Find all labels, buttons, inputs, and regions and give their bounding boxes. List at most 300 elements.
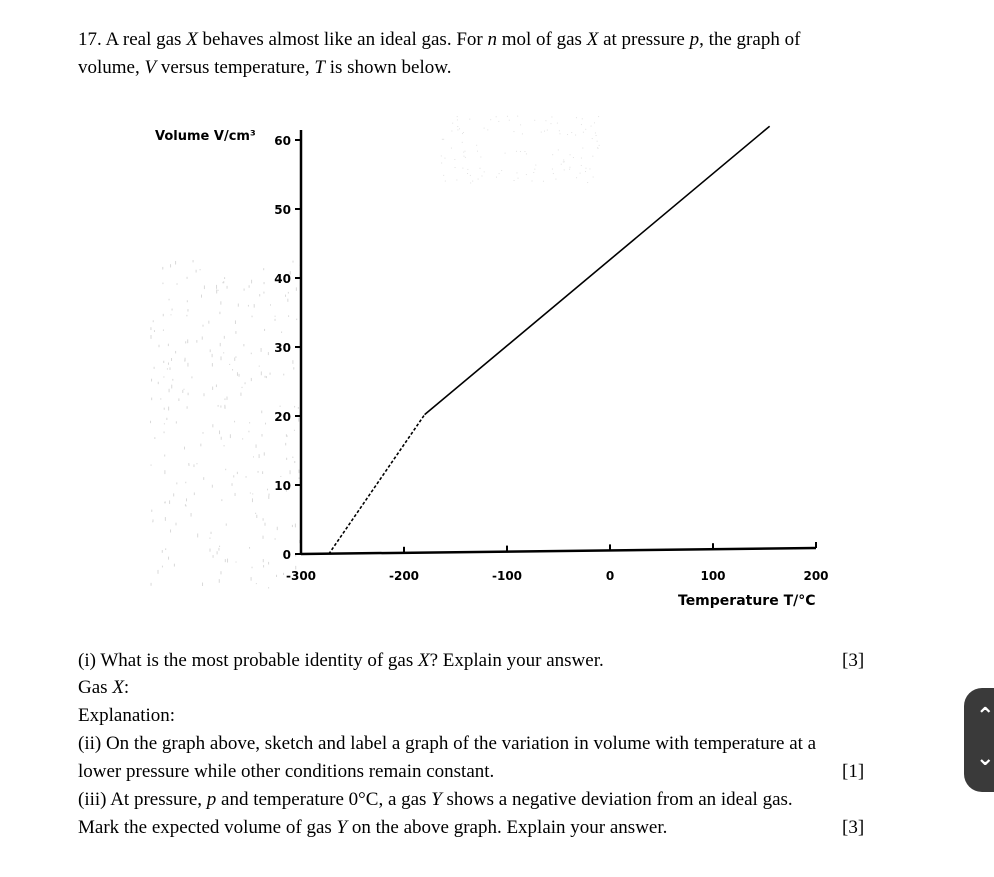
scan-speck (159, 345, 160, 347)
scan-speck (187, 309, 188, 311)
scan-speck (158, 570, 159, 574)
scan-speck (203, 393, 204, 396)
scan-speck (535, 165, 536, 166)
scan-speck (287, 299, 288, 302)
scan-speck (516, 172, 517, 173)
scan-speck (552, 154, 553, 155)
scan-speck (249, 422, 250, 423)
scan-speck (242, 387, 243, 388)
scan-speck (541, 132, 542, 133)
scan-speck (285, 443, 286, 446)
scan-speck (187, 363, 188, 367)
scan-speck (168, 407, 169, 411)
question-intro-line-2: volume, V versus temperature, T is shown below. (78, 57, 452, 78)
scan-speck (544, 131, 545, 132)
scan-speck (200, 269, 201, 270)
scan-speck (444, 158, 445, 159)
scan-speck (275, 316, 276, 317)
scan-speck (164, 431, 165, 433)
scan-speck (256, 444, 257, 447)
scan-speck (281, 332, 282, 333)
scan-speck (484, 128, 485, 129)
scan-speck (204, 285, 205, 289)
scan-speck (152, 521, 153, 522)
scan-speck (559, 133, 560, 134)
question-nav (964, 688, 994, 792)
scan-speck (186, 315, 187, 316)
scan-speck (285, 295, 286, 297)
scan-speck (176, 523, 177, 526)
scan-speck (185, 482, 186, 483)
scan-speck (239, 374, 240, 377)
scan-speck (230, 434, 231, 438)
scan-speck (196, 463, 197, 464)
y-tick-label: 40 (274, 272, 291, 286)
scan-speck (558, 149, 559, 150)
scan-speck (509, 120, 510, 121)
scan-speck (288, 315, 289, 317)
scan-speck (294, 430, 295, 431)
scan-speck (219, 546, 220, 547)
scan-speck (234, 421, 235, 423)
scan-speck (164, 470, 165, 474)
scan-speck (462, 142, 463, 143)
scan-speck (224, 445, 225, 446)
scan-speck (294, 406, 295, 408)
scan-speck (258, 471, 259, 473)
scan-speck (585, 129, 586, 130)
scan-speck (267, 489, 268, 491)
scan-speck (532, 180, 533, 181)
scan-speck (547, 130, 548, 131)
scan-speck (245, 382, 246, 384)
scan-speck (567, 134, 568, 135)
part-iii-line-2: Mark the expected volume of gas Y on the above graph. Explain your answer. (78, 817, 668, 838)
scan-speck (526, 153, 527, 154)
scan-speck (582, 148, 583, 149)
scan-speck (454, 159, 455, 160)
scan-speck (268, 495, 269, 499)
scan-speck (249, 547, 250, 549)
scan-speck (467, 173, 468, 174)
scan-speck (298, 407, 299, 409)
scan-speck (265, 376, 266, 378)
scan-speck (185, 504, 186, 506)
scan-speck (533, 172, 534, 173)
scan-speck (263, 518, 264, 521)
x-axis-label: Temperature T/°C (678, 593, 816, 609)
scan-speck (484, 171, 485, 172)
scan-speck (242, 438, 243, 439)
scan-speck (235, 356, 236, 357)
scan-speck (589, 168, 590, 169)
scan-speck (202, 583, 203, 586)
scan-speck (187, 300, 188, 302)
scan-speck (191, 376, 192, 378)
scan-speck (268, 587, 269, 588)
scan-speck (224, 277, 225, 279)
scan-speck (191, 513, 192, 517)
scan-speck (220, 571, 221, 574)
y-tick-label: 10 (274, 479, 291, 493)
scan-speck (217, 551, 218, 554)
scan-speck (457, 129, 458, 130)
part-i-marks: [3] (842, 650, 865, 671)
scan-speck (212, 363, 213, 366)
scan-speck (240, 393, 241, 396)
scan-speck (212, 387, 213, 390)
scan-speck (478, 179, 479, 180)
scan-speck (150, 421, 151, 423)
scan-speck (236, 562, 237, 563)
scan-speck (293, 367, 294, 369)
scan-speck (499, 173, 500, 174)
scan-speck (286, 435, 287, 437)
scan-speck (557, 123, 558, 124)
scan-speck (480, 156, 481, 157)
scan-speck (160, 398, 161, 399)
scan-speck (237, 472, 238, 474)
scan-speck (165, 501, 166, 503)
scan-speck (259, 294, 260, 296)
scan-speck (187, 339, 188, 343)
scan-speck (581, 165, 582, 166)
scan-speck (597, 141, 598, 142)
scan-speck (163, 361, 164, 363)
scan-speck (561, 164, 562, 165)
scan-speck (455, 167, 456, 168)
scan-speck (441, 163, 442, 164)
nav-down-icon[interactable]: ⌄ (976, 746, 994, 771)
scan-speck (441, 155, 442, 156)
scan-speck (254, 304, 255, 308)
scan-speck (196, 340, 197, 343)
scan-speck (505, 153, 506, 154)
scan-speck (477, 151, 478, 152)
scan-speck (150, 327, 151, 330)
scan-speck (167, 368, 168, 369)
scan-speck (168, 363, 169, 365)
scan-speck (259, 454, 260, 458)
scan-speck (467, 169, 468, 170)
scan-speck (184, 359, 185, 361)
scan-speck (472, 181, 473, 182)
x-tick-label: 200 (803, 569, 829, 583)
scan-speck (263, 268, 264, 270)
scan-speck (551, 116, 552, 117)
scan-speck (256, 515, 257, 518)
scan-speck (209, 549, 210, 552)
scan-speck (169, 500, 170, 504)
scan-speck (169, 299, 170, 301)
scan-speck (457, 119, 458, 120)
scan-speck (216, 384, 217, 387)
scan-speck (292, 525, 293, 527)
scan-speck (162, 550, 163, 553)
part-ii-marks: [1] (842, 761, 865, 782)
scan-speck (457, 116, 458, 117)
scan-speck (246, 476, 247, 478)
volume-temperature-chart (140, 110, 840, 615)
scan-speck (221, 356, 222, 360)
scan-speck (569, 167, 570, 168)
scan-speck (252, 498, 253, 502)
y-tick-label: 20 (274, 410, 291, 424)
scan-speck (249, 285, 250, 287)
scan-speck (513, 131, 514, 132)
scan-speck (162, 267, 163, 270)
scan-speck (587, 182, 588, 183)
scan-speck (174, 564, 175, 567)
scan-speck (569, 169, 570, 170)
scan-speck (176, 482, 177, 484)
scan-speck (202, 432, 203, 434)
scan-speck (172, 309, 173, 311)
scan-speck (292, 457, 293, 458)
scan-speck (596, 135, 597, 136)
scan-speck (188, 393, 189, 396)
scan-speck (582, 118, 583, 119)
scan-speck (226, 523, 227, 525)
scan-speck (261, 411, 262, 414)
scan-speck (463, 132, 464, 133)
scan-speck (223, 352, 224, 353)
scan-speck (451, 148, 452, 149)
scan-speck (534, 120, 535, 121)
scan-speck (276, 575, 277, 577)
measured-line (425, 126, 770, 414)
scan-speck (251, 378, 252, 381)
scan-speck (262, 471, 263, 474)
scan-speck (220, 301, 221, 304)
scan-speck (592, 138, 593, 139)
scan-speck (462, 168, 463, 169)
scan-speck (451, 131, 452, 132)
scan-speck (496, 116, 497, 117)
scan-speck (263, 536, 264, 539)
scan-speck (170, 264, 171, 267)
explanation-label: Explanation: (78, 705, 176, 726)
scan-speck (189, 464, 190, 465)
scan-speck (270, 373, 271, 375)
scan-speck (154, 437, 155, 439)
scan-speck (296, 319, 297, 320)
scan-speck (227, 559, 228, 563)
scan-speck (219, 312, 220, 314)
scan-speck (169, 389, 170, 392)
scan-speck (203, 325, 204, 327)
scan-speck (277, 527, 278, 530)
scan-speck (212, 485, 213, 488)
scan-speck (178, 398, 179, 401)
scan-speck (251, 577, 252, 581)
scan-speck (235, 320, 236, 324)
scan-speck (576, 177, 577, 178)
scan-speck (213, 555, 214, 558)
scan-speck (524, 151, 525, 152)
scan-speck (599, 145, 600, 146)
scan-speck (168, 557, 169, 560)
scan-speck (196, 270, 197, 273)
scan-speck (226, 396, 227, 399)
scan-speck (452, 123, 453, 124)
scan-speck (261, 434, 262, 437)
scan-speck (295, 524, 296, 528)
scan-speck (261, 348, 262, 352)
scan-speck (292, 261, 293, 263)
scan-speck (543, 181, 544, 182)
scan-speck (232, 369, 233, 370)
scan-speck (175, 351, 176, 353)
scan-speck (166, 418, 167, 420)
scan-speck (173, 493, 174, 496)
scan-speck (182, 390, 183, 393)
scan-speck (165, 548, 166, 550)
scan-speck (555, 179, 556, 180)
scan-speck (193, 464, 194, 467)
scan-speck (481, 175, 482, 176)
scan-speck (201, 295, 202, 298)
scan-speck (151, 510, 152, 512)
scan-speck (496, 177, 497, 178)
scan-speck (183, 389, 184, 390)
scan-speck (591, 126, 592, 127)
scan-speck (583, 132, 584, 133)
scan-speck (265, 523, 266, 526)
scan-speck (571, 132, 572, 133)
scan-speck (563, 159, 564, 160)
scan-speck (545, 120, 546, 121)
scan-speck (176, 421, 177, 423)
scan-speck (501, 170, 502, 171)
scan-speck (197, 533, 198, 537)
scan-speck (280, 406, 281, 407)
scan-speck (169, 367, 170, 370)
scan-speck (233, 475, 234, 477)
scan-speck (158, 382, 159, 384)
scan-speck (255, 513, 256, 514)
extrapolated-line (329, 415, 425, 554)
scan-speck (194, 492, 195, 495)
scan-speck (200, 444, 201, 447)
scan-speck (270, 304, 271, 305)
y-tick-label: 60 (274, 134, 291, 148)
scan-speck (593, 177, 594, 178)
scan-speck (269, 494, 270, 496)
scan-speck (464, 151, 465, 152)
scan-speck (252, 567, 253, 569)
scan-speck (268, 352, 269, 355)
scan-speck (259, 366, 260, 367)
scan-speck (507, 116, 508, 117)
scan-speck (235, 331, 236, 334)
question-intro-line-1: 17. A real gas X behaves almost like an ideal gas. For n mol of gas X at pressure p, the graph of (78, 29, 801, 50)
scan-speck (222, 282, 223, 283)
gas-x-label: Gas X: (78, 677, 130, 698)
scan-speck (294, 461, 295, 463)
scan-speck (550, 123, 551, 124)
scan-speck (221, 437, 222, 440)
x-tick-label: 0 (605, 569, 615, 583)
scan-speck (248, 305, 249, 307)
scan-speck (592, 156, 593, 157)
scan-speck (296, 287, 297, 290)
scan-speck (225, 469, 226, 470)
scan-speck (585, 171, 586, 172)
scan-speck (581, 158, 582, 159)
scan-speck (299, 477, 300, 478)
nav-up-icon[interactable]: ⌃ (976, 704, 994, 729)
scan-speck (220, 405, 221, 407)
scan-speck (298, 418, 299, 422)
scan-speck (553, 173, 554, 174)
scan-speck (469, 119, 470, 120)
scan-speck (264, 282, 265, 284)
scan-speck (465, 157, 466, 158)
scan-speck (209, 538, 210, 539)
scan-speck (175, 261, 176, 265)
scan-speck (234, 357, 235, 360)
scan-speck (263, 292, 264, 294)
scan-speck (462, 133, 463, 134)
scan-speck (170, 314, 171, 315)
scan-speck (225, 559, 226, 562)
x-axis (301, 548, 816, 554)
scan-speck (445, 181, 446, 182)
scan-speck (170, 529, 171, 532)
x-tick-label: -200 (388, 569, 420, 583)
scan-speck (151, 335, 152, 339)
scan-speck (268, 562, 269, 565)
part-ii-line-2: lower pressure while other conditions remain constant. (78, 761, 495, 782)
scan-speck (261, 371, 262, 375)
scan-speck (184, 447, 185, 450)
scan-speck (470, 182, 471, 183)
scan-speck (598, 148, 599, 149)
scan-speck (235, 493, 236, 496)
scan-speck (456, 179, 457, 180)
scan-speck (522, 133, 523, 134)
scan-speck (171, 385, 172, 389)
scan-speck (552, 169, 553, 170)
scan-speck (263, 559, 264, 562)
scan-speck (594, 122, 595, 123)
scan-speck (172, 379, 173, 381)
scan-speck (218, 290, 219, 291)
scan-speck (263, 565, 264, 567)
scan-speck (264, 452, 265, 455)
scan-speck (251, 280, 252, 284)
y-tick-label: 50 (274, 203, 291, 217)
scan-speck (580, 173, 581, 174)
scan-speck (185, 341, 186, 343)
scan-speck (171, 358, 172, 361)
scan-speck (570, 154, 571, 155)
x-tick-label: -100 (491, 569, 523, 583)
scan-speck (162, 566, 163, 568)
scan-speck (598, 116, 599, 117)
scan-speck (520, 124, 521, 125)
scan-speck (575, 135, 576, 136)
scan-speck (517, 116, 518, 117)
scan-speck (487, 129, 488, 130)
scan-speck (252, 316, 253, 318)
scan-speck (238, 304, 239, 307)
scan-speck (151, 398, 152, 401)
scan-speck (163, 376, 164, 377)
scan-speck (218, 548, 219, 551)
scan-speck (203, 477, 204, 480)
